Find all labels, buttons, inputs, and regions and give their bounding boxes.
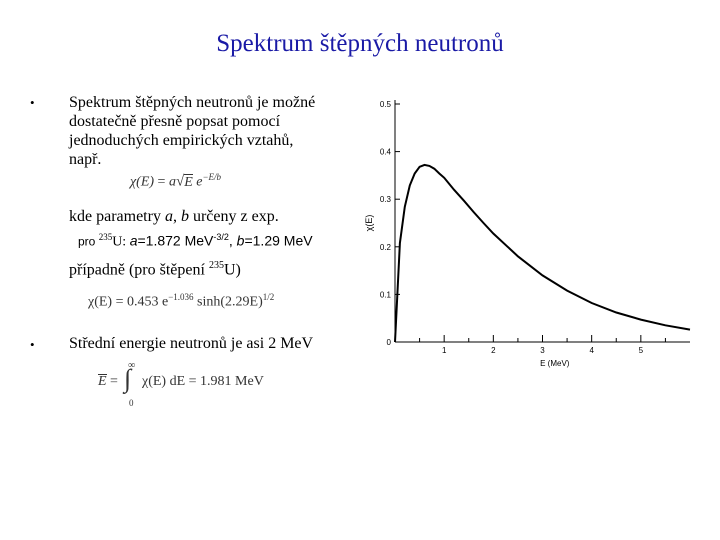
fission-spectrum-chart (360, 90, 720, 380)
alt-line (69, 256, 241, 279)
page-title: Spektrum štěpných neutronů (216, 30, 504, 57)
param-b: b (180, 208, 189, 225)
formula-1-exp-base: e (196, 174, 203, 190)
integral-upper-limit: ∞ (128, 360, 136, 371)
alt-isotope-mass: 235 (208, 260, 224, 271)
formula-1-equals: = (157, 174, 166, 190)
formula-2-power: 1/2 (262, 292, 275, 302)
y-tick-label: 0.3 (379, 195, 391, 205)
bullet-2-marker: • (30, 337, 35, 352)
y-tick-label: 0.5 (379, 100, 391, 109)
bullet-1-marker: • (30, 95, 35, 110)
param-a: a (164, 208, 173, 225)
y-axis-label: χ(E) (364, 214, 374, 232)
formula-2-lhs: χ(E) = 0.453 e (88, 294, 169, 310)
formula-3-equals: = (110, 374, 118, 389)
bullet-1-line-1: Spektrum štěpných neutronů je možné (69, 94, 316, 111)
sqrt-symbol: √ (175, 173, 185, 190)
bullet-1-line-2: dostatečně přesně popsat pomocí (69, 113, 281, 130)
formula-3-integrand: χ(E) dE = 1.981 MeV (142, 374, 264, 389)
x-tick-label: 1 (441, 346, 447, 355)
formula-1-lhs: χ(E) (130, 174, 155, 190)
params-line (69, 207, 279, 226)
formula-3-lhs: E (98, 374, 107, 389)
pro-b-name: b (236, 232, 245, 249)
x-axis-label: E (MeV) (540, 359, 570, 368)
formula-mean-energy (98, 360, 298, 410)
params-suffix: určeny z exp. (188, 208, 279, 225)
pro-b-value: =1.29 MeV (244, 232, 313, 249)
x-tick-label: 3 (540, 346, 545, 355)
pro-word: pro (78, 234, 99, 249)
spectrum-curve (395, 165, 690, 342)
y-tick-label: 0 (386, 338, 391, 347)
formula-1-coef: a (168, 174, 176, 190)
pro-a-name: a (129, 232, 138, 249)
params-sep: , (172, 208, 181, 225)
x-tick-label: 2 (491, 346, 496, 355)
integral-lower-limit: 0 (129, 398, 134, 408)
bullet-1-text (69, 93, 369, 169)
formula-1-sqrt-arg: E (184, 174, 193, 190)
integral-sign-icon: ∫ (124, 364, 132, 393)
chart-axes (395, 100, 690, 342)
pro-sep: , (228, 232, 237, 249)
pro-line (78, 232, 313, 251)
pro-isotope: U: (112, 234, 130, 250)
params-prefix: kde parametry (69, 208, 165, 225)
pro-a-unit-power: -3/2 (213, 232, 229, 242)
alt-suffix: U) (223, 261, 241, 279)
formula-1-exp-power: −E/b (202, 172, 222, 182)
pro-isotope-mass: 235 (98, 232, 113, 242)
formula-chi-sinh (88, 292, 274, 311)
x-tick-label: 5 (638, 346, 644, 355)
y-tick-label: 0.2 (379, 242, 391, 252)
y-tick-label: 0.1 (379, 290, 391, 300)
alt-prefix: případně (pro štěpení (69, 261, 209, 279)
chart-ticks (380, 100, 666, 355)
x-tick-label: 4 (589, 346, 594, 355)
formula-2-mid: sinh(2.29E) (193, 294, 263, 310)
bullet-2-text: Střední energie neutronů je asi 2 MeV (69, 335, 314, 352)
y-tick-label: 0.4 (379, 147, 391, 157)
formula-chi-sqrt (130, 172, 221, 191)
bullet-1-line-3: jednoduchých empirických vztahů, (69, 132, 294, 149)
pro-a-value: =1.872 MeV (137, 232, 214, 249)
bullet-1-line-4: např. (69, 151, 102, 168)
formula-2-exp-power: −1.036 (168, 292, 194, 302)
